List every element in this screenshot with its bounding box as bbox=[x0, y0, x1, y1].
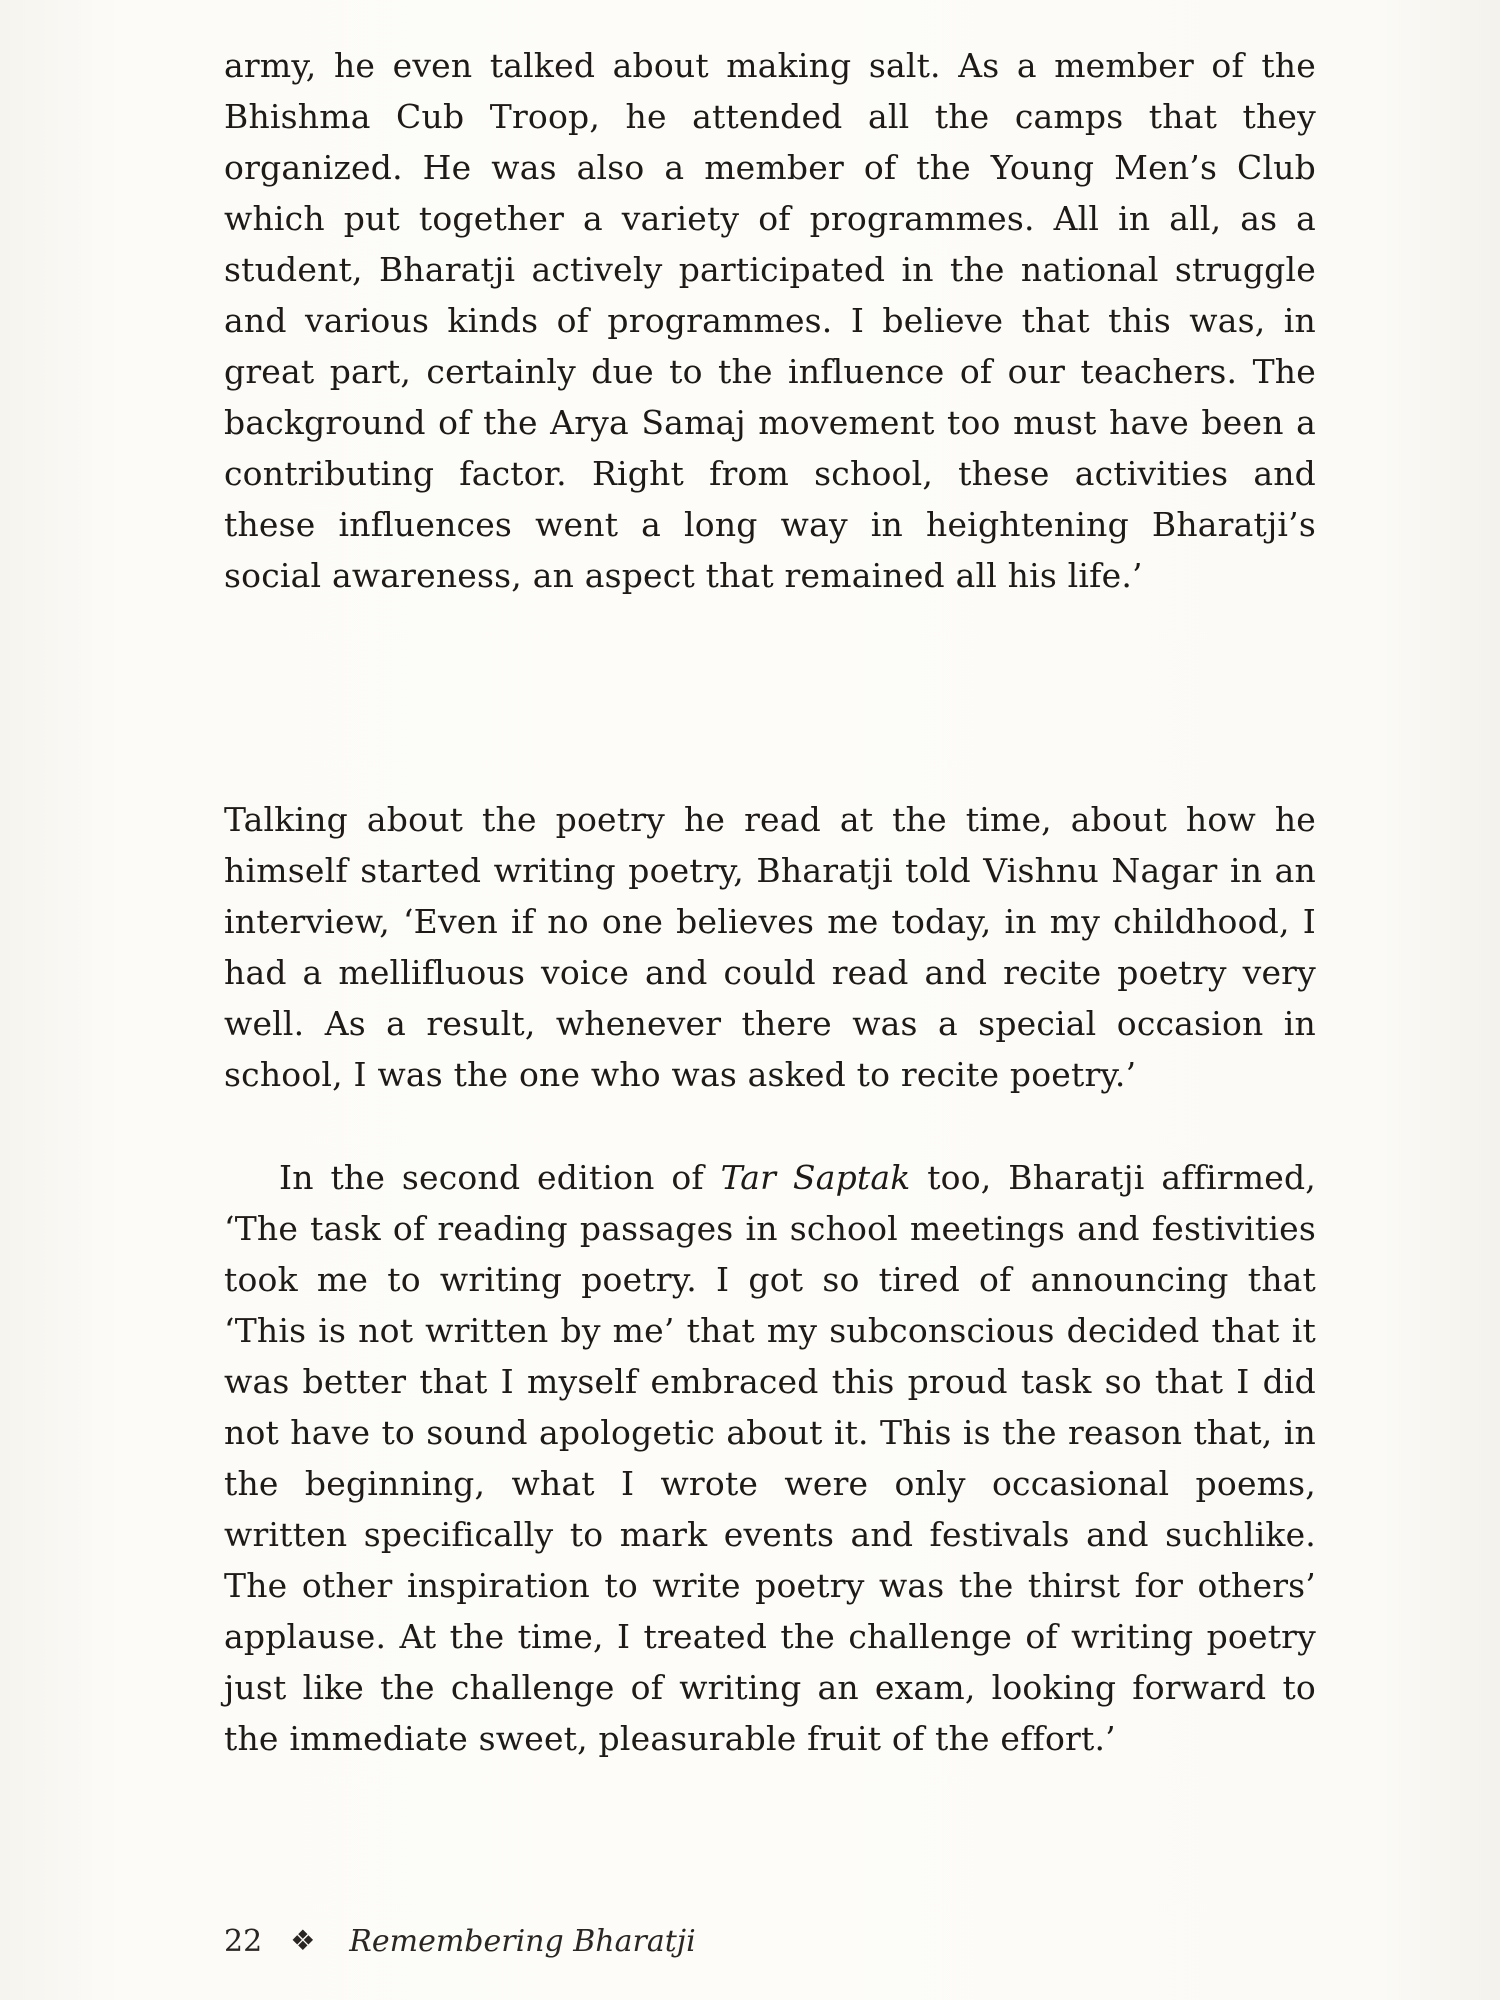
paragraph-1 bbox=[224, 40, 1316, 601]
page-footer bbox=[224, 1921, 696, 1961]
paragraph-2 bbox=[224, 794, 1316, 1100]
paragraph-3-text bbox=[224, 1152, 1316, 1764]
book-title-tar-saptak: Tar Saptak bbox=[720, 1158, 911, 1197]
running-title: Remembering Bharatji bbox=[349, 1923, 696, 1959]
paragraph-3-lead: In the second edition of bbox=[279, 1158, 721, 1197]
paragraph-2-text: Talking about the poetry he read at the time, about how he himself started writing poetry, Bharatji told Vishnu Nagar in an interview, ‘Even if no one believes me today, in my childhood, I had a mellifluous voice and could read and recite poetry very well. As a result, whenever there was a special occasion in school, I was the one who was asked to recite poetry.’ bbox=[224, 800, 1316, 1094]
paragraph-1-text: army, he even talked about making salt. As a member of the Bhishma Cub Troop, he attended all the camps that they organized. He was also a member of the Young Men’s Club which put together a variety of programmes. All in all, as a student, Bharatji actively participated in the national struggle and various kinds of programmes. I believe that this was, in great part, certainly due to the influence of our teachers. The background of the Arya Samaj movement too must have been a contributing factor. Right from school, these activities and these influences went a long way in heightening Bharatji’s social awareness, an aspect that remained all his life.’ bbox=[224, 46, 1316, 595]
ornament-diamond-icon: ❖ bbox=[290, 1924, 316, 1957]
paragraph-3 bbox=[224, 1152, 1316, 1764]
paragraph-3-body: too, Bharatji affirmed, ‘The task of reading passages in school meetings and festivities took me to writing poetry. I got so tired of announcing that ‘This is not written by me’ that my subconscious decided that it was better that I myself embraced this proud task so that I did not have to sound apologetic about it. This is the reason that, in the beginning, what I wrote were only occasional poems, written specifically to mark events and festivals and suchlike. The other inspiration to write poetry was the thirst for others’ applause. At the time, I treated the challenge of writing poetry just like the challenge of writing an exam, looking forward to the immediate sweet, pleasurable fruit of the effort.’ bbox=[224, 1158, 1316, 1758]
page-number: 22 bbox=[224, 1923, 263, 1959]
